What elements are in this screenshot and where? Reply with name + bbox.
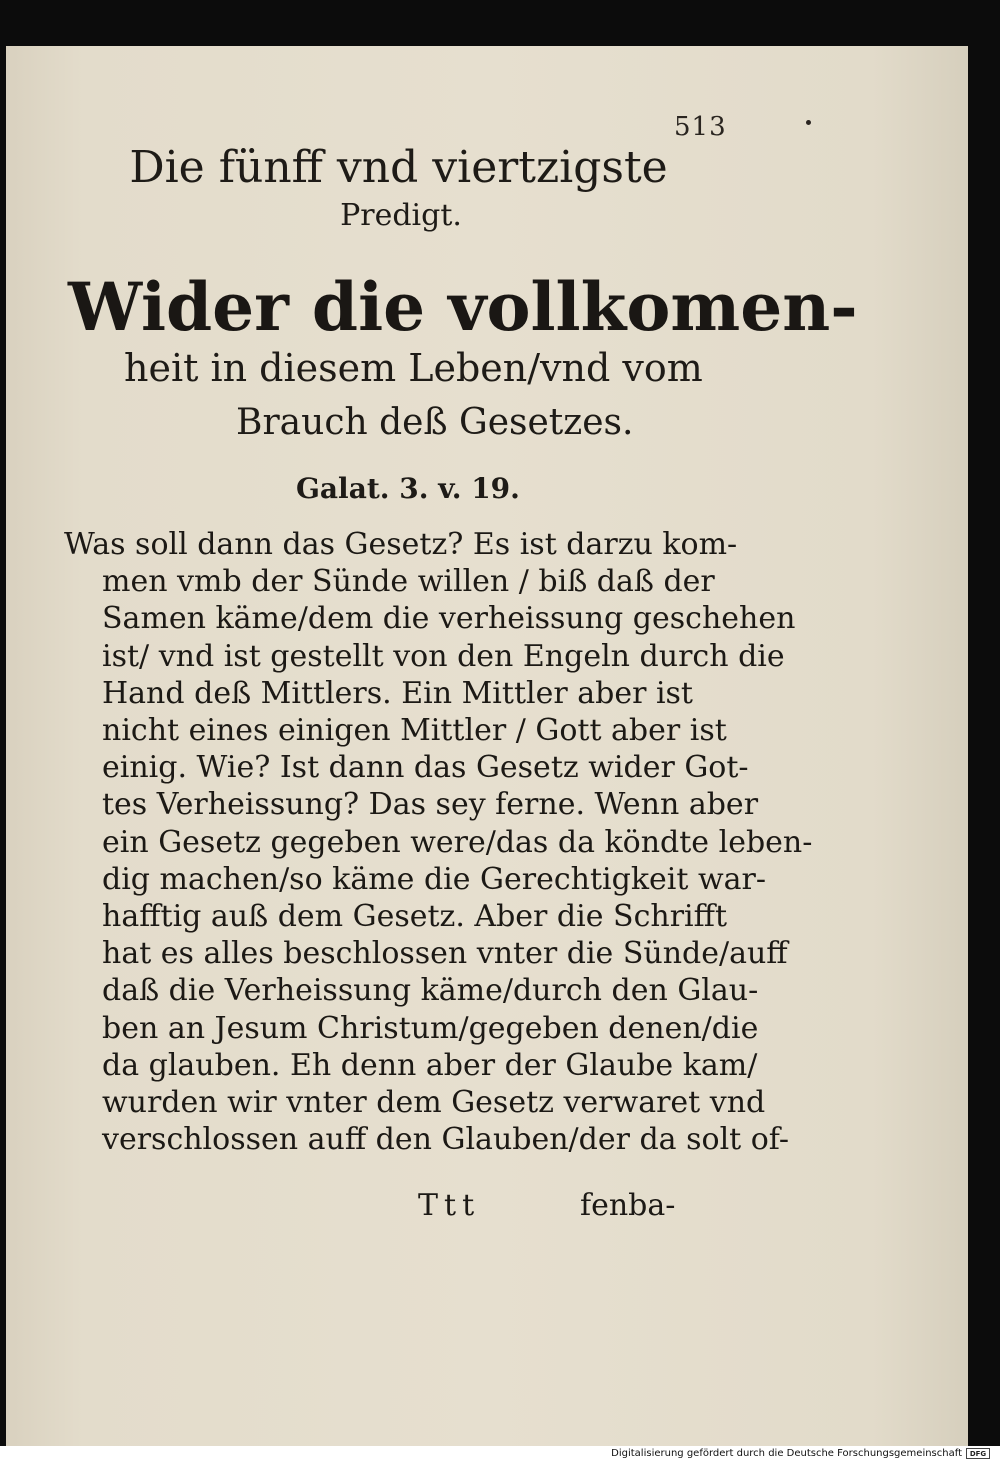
body-line: da glauben. Eh denn aber der Glaube kam/ [102,1047,758,1083]
body-line: einig. Wie? Ist dann das Gesetz wider Got- [102,750,749,786]
signature-mark: Ttt [418,1188,481,1223]
body-line: dig machen/so käme die Gerechtigkeit war- [102,861,767,897]
body-line: tes Verheissung? Das sey ferne. Wenn aber [102,787,759,823]
body-line: Was soll dann das Gesetz? Es ist darzu kom- [64,527,738,562]
body-line: nicht eines einigen Mittler / Gott aber ist [102,713,727,749]
body-line: Hand deß Mittlers. Ein Mittler aber ist [102,675,693,711]
sermon-subheading: Predigt. [340,198,462,233]
sermon-title-line-2: heit in diesem Leben/vnd vom [124,346,703,390]
ink-mark [806,120,811,125]
sermon-title-line-3: Brauch deß Gesetzes. [236,402,634,443]
body-line: ben an Jesum Christum/gegeben denen/die [102,1010,759,1046]
book-page [6,46,968,1446]
body-line: Samen käme/dem die verheissung geschehen [102,601,796,637]
body-text [64,526,813,1158]
catchword: fenba- [580,1188,676,1223]
page-number: 513 [674,112,727,142]
sermon-heading: Die fünff vnd viertzigste [129,142,668,193]
body-line: ein Gesetz gegeben were/das da köndte leben- [102,824,813,860]
scripture-citation: Galat. 3. v. 19. [296,472,520,505]
body-line: verschlossen auff den Glauben/der da solt of- [102,1122,789,1158]
body-line: wurden wir vnter dem Gesetz verwaret vnd [102,1085,766,1121]
dfg-logo: DFG [966,1448,990,1459]
body-line: ist/ vnd ist gestellt von den Engeln durch die [102,638,785,674]
funding-notice: Digitalisierung gefördert durch die Deutsche Forschungsgemeinschaft [611,1448,962,1459]
sermon-title-line-1: Wider die vollkomen- [68,268,858,346]
body-line: hat es alles beschlossen vnter die Sünde/auff [102,936,788,972]
body-line: men vmb der Sünde willen / biß daß der [102,564,715,600]
body-line: daß die Verheissung käme/durch den Glau- [102,973,759,1009]
footer-bar [0,1446,1000,1461]
body-line: hafftig auß dem Gesetz. Aber die Schrifft [102,899,728,935]
